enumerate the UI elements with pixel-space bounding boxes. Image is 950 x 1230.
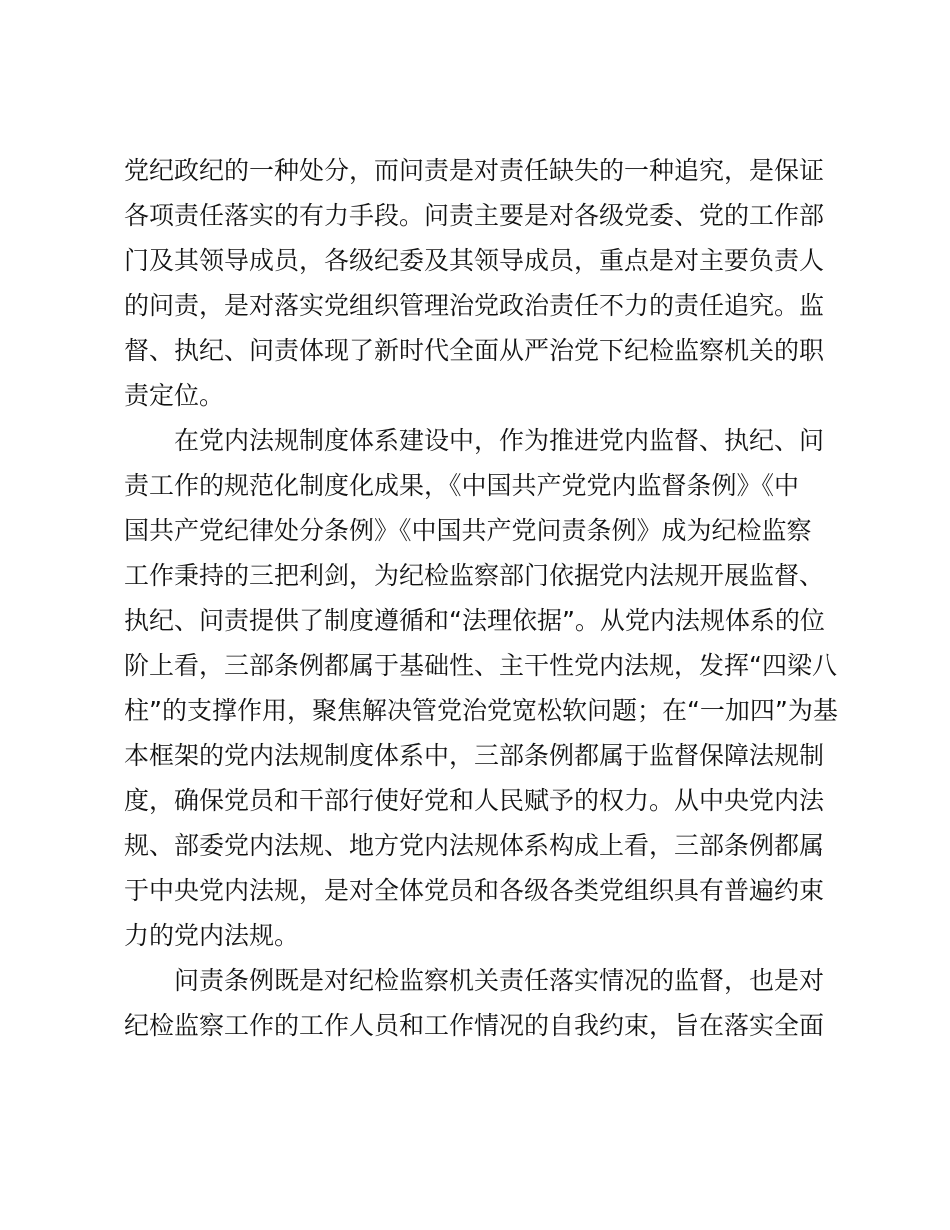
paragraph-2	[124, 418, 836, 958]
paragraph-1	[124, 148, 836, 418]
text-line: 规、部委党内法规、地方党内法规体系构成上看，三部条例都属	[124, 831, 825, 860]
text-line: 责定位。	[124, 381, 225, 410]
text-line: 柱”的支撑作用，聚焦解决管党治党宽松软问题；在“一加四”为基	[124, 696, 838, 725]
text-line: 度，确保党员和干部行使好党和人民赋予的权力。从中央党内法	[124, 786, 825, 815]
text-line: 阶上看，三部条例都属于基础性、主干性党内法规，发挥“四梁八	[124, 651, 837, 680]
text-line: 纪检监察工作的工作人员和工作情况的自我约束，旨在落实全面	[124, 1011, 825, 1040]
text-line: 门及其领导成员，各级纪委及其领导成员，重点是对主要负责人	[124, 246, 825, 275]
text-line: 督、执纪、问责体现了新时代全面从严治党下纪检监察机关的职	[124, 336, 825, 365]
paragraph-3	[124, 958, 836, 1048]
text-line: 本框架的党内法规制度体系中，三部条例都属于监督保障法规制	[124, 741, 825, 770]
text-line: 于中央党内法规，是对全体党员和各级各类党组织具有普遍约束	[124, 876, 825, 905]
text-line: 问责条例既是对纪检监察机关责任落实情况的监督，也是对	[174, 966, 825, 995]
text-line: 国共产党纪律处分条例》《中国共产党问责条例》成为纪检监察	[124, 516, 812, 545]
text-line: 在党内法规制度体系建设中，作为推进党内监督、执纪、问	[174, 426, 825, 455]
body-text	[124, 148, 836, 1048]
text-line: 的问责，是对落实党组织管理治党政治责任不力的责任追究。监	[124, 291, 825, 320]
text-line: 执纪、问责提供了制度遵循和“法理依据”。从党内法规体系的位	[124, 606, 825, 635]
text-line: 力的党内法规。	[124, 921, 300, 950]
text-line: 工作秉持的三把利剑，为纪检监察部门依据党内法规开展监督、	[124, 561, 825, 590]
text-line: 责工作的规范化制度化成果，《中国共产党党内监督条例》《中	[124, 471, 800, 500]
text-line: 党纪政纪的一种处分，而问责是对责任缺失的一种追究，是保证	[124, 156, 825, 185]
text-line: 各项责任落实的有力手段。问责主要是对各级党委、党的工作部	[124, 201, 825, 230]
